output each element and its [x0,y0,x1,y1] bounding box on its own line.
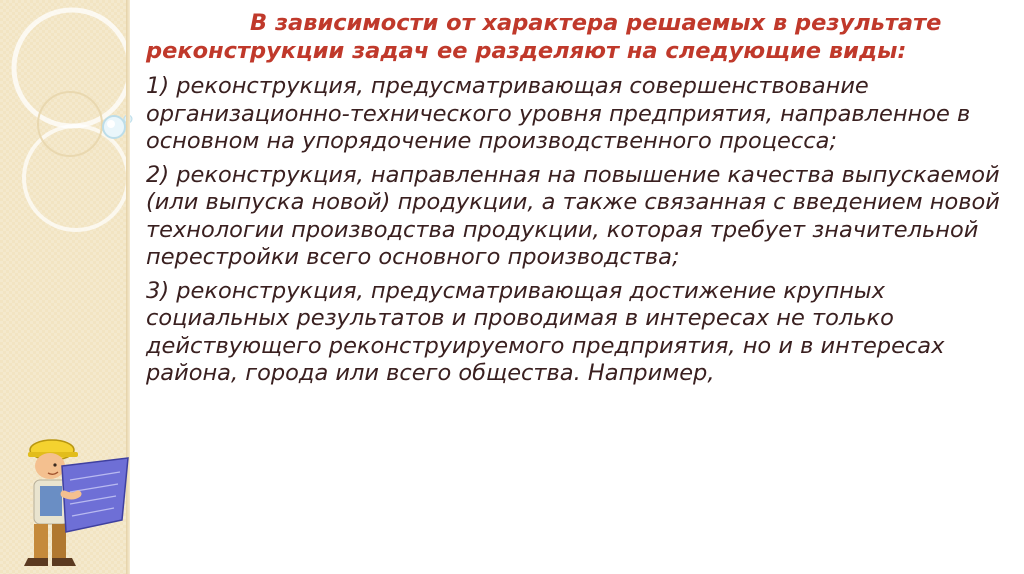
slide-heading: В зависимости от характера решаемых в результате реконструкции задач ее разделяют на следующие виды: [146,10,942,64]
circle-ring-ornament-icon [0,0,140,300]
list-item-1: 1) реконструкция, предусматривающая совершенствование организационно-технического уровня предприятия, направленное в основном на упорядочение производственного процесса; [146,73,971,154]
slide-content [146,10,1016,394]
list-item-2: 2) реконструкция, направленная на повышение качества выпускаемой (или выпуска новой) продукции, а также связанная с введением новой технологии производства продукции, которая требует значительной перестройки всего основного производства; [146,161,1000,270]
construction-worker-with-blueprint-icon [4,436,134,572]
list-item-3: 3) реконструкция, предусматривающая достижение крупных социальных результатов и проводимая в интересах не только действующего реконструируемого предприятия, но и в интересах района, города или всего общества. Например, [146,277,945,386]
